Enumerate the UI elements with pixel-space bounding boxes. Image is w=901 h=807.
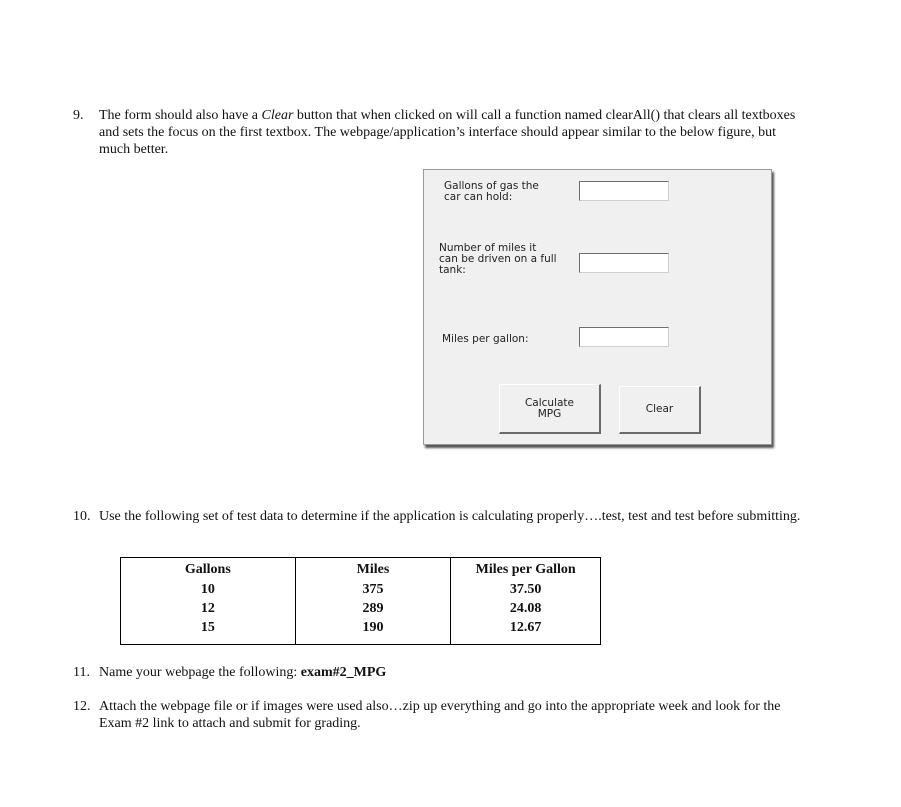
instruction-item-9 bbox=[73, 107, 873, 159]
item-text bbox=[99, 107, 795, 158]
table-cell: 12 bbox=[121, 600, 296, 619]
clear-emphasis: Clear bbox=[261, 108, 294, 123]
header-gallons: Gallons bbox=[121, 558, 296, 581]
gallons-label: Gallons of gas the car can hold: bbox=[444, 180, 539, 203]
mpg-output[interactable] bbox=[579, 327, 669, 347]
instruction-item-10 bbox=[73, 508, 873, 526]
table-row bbox=[121, 619, 601, 645]
table-row bbox=[121, 600, 601, 619]
text-segment: The form should also have a bbox=[99, 108, 262, 123]
table-header-row bbox=[121, 558, 601, 581]
mpg-label: Miles per gallon: bbox=[442, 333, 529, 345]
text-line: much better. bbox=[99, 142, 169, 157]
text-segment: button that when clicked on will call a function named clearAll() that clears all textboxes bbox=[293, 108, 796, 123]
table-cell: 12.67 bbox=[451, 619, 601, 645]
table-cell: 10 bbox=[121, 581, 296, 600]
instruction-item-12 bbox=[73, 698, 873, 734]
item-text: Name your webpage the following: exam#2_MPG bbox=[99, 665, 387, 680]
table-cell: 289 bbox=[295, 600, 451, 619]
table-cell: 37.50 bbox=[451, 581, 601, 600]
table-cell: 190 bbox=[295, 619, 451, 645]
table-row bbox=[121, 581, 601, 600]
miles-label: Number of miles it can be driven on a full tank: bbox=[439, 242, 557, 276]
miles-input[interactable] bbox=[579, 253, 669, 273]
item-number: 11. bbox=[73, 665, 90, 680]
mpg-form-figure bbox=[423, 169, 772, 445]
test-data-table bbox=[120, 557, 601, 645]
item-text: Use the following set of test data to determine if the application is calculating properly….test, test and test before submitting. bbox=[99, 509, 801, 524]
clear-button[interactable]: Clear bbox=[619, 386, 701, 434]
gallons-input[interactable] bbox=[579, 181, 669, 201]
item-number: 9. bbox=[73, 108, 84, 123]
instruction-item-11 bbox=[73, 664, 873, 682]
calculate-mpg-button[interactable]: Calculate MPG bbox=[499, 384, 601, 434]
table-cell: 375 bbox=[295, 581, 451, 600]
table-cell: 15 bbox=[121, 619, 296, 645]
item-number: 12. bbox=[73, 699, 91, 714]
item-text: Attach the webpage file or if images were used also…zip up everything and go into the appropriate week and look for the Exam #2 link to attach and submit for grading. bbox=[99, 699, 781, 731]
header-miles: Miles bbox=[295, 558, 451, 581]
header-mpg: Miles per Gallon bbox=[451, 558, 601, 581]
text-line: and sets the focus on the first textbox. The webpage/application’s interface should appear similar to the below figure, but bbox=[99, 125, 776, 140]
webpage-filename: exam#2_MPG bbox=[300, 665, 387, 680]
table-cell: 24.08 bbox=[451, 600, 601, 619]
item-number: 10. bbox=[73, 509, 91, 524]
